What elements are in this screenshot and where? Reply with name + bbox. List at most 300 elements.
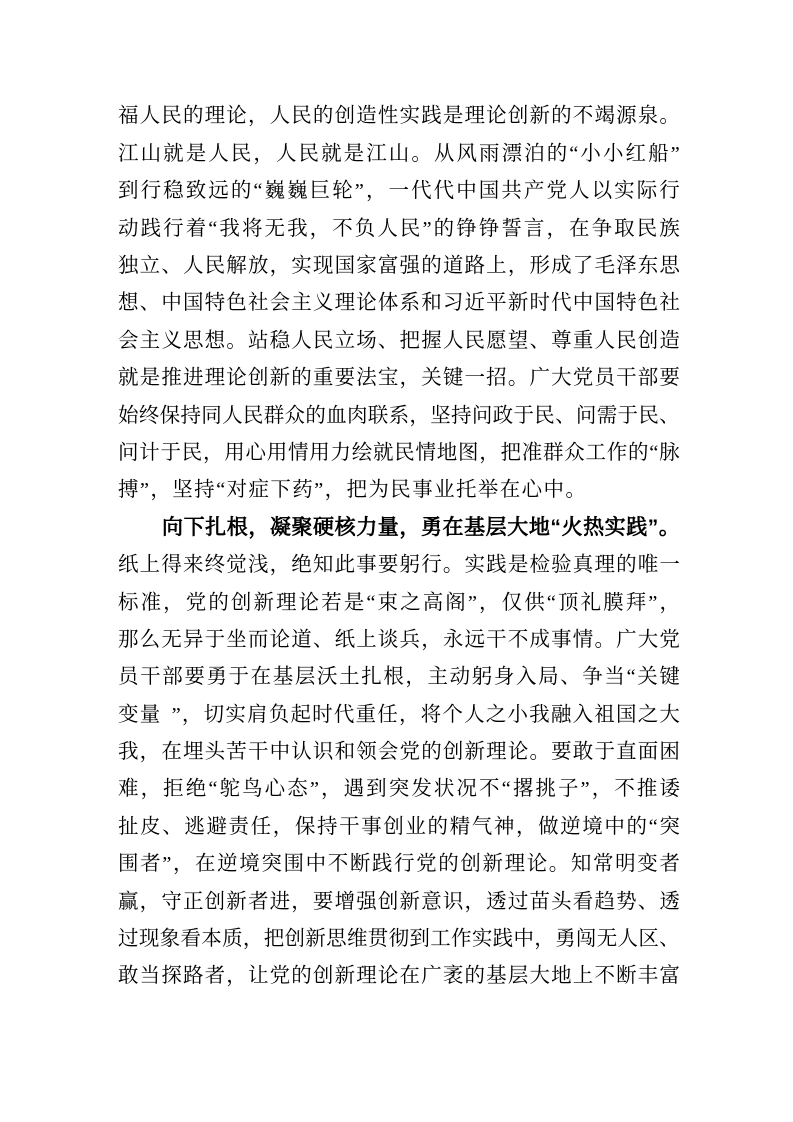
glyph: 束 xyxy=(377,591,399,614)
glyph: 人 xyxy=(139,105,161,128)
glyph: 。 xyxy=(226,329,247,352)
glyph: 者 xyxy=(247,890,269,913)
glyph: 沃 xyxy=(316,666,338,689)
glyph: 行 xyxy=(659,180,680,203)
glyph: 那 xyxy=(118,628,139,651)
glyph: 于 xyxy=(513,404,534,427)
glyph: 在 xyxy=(499,479,521,502)
glyph: 逆 xyxy=(217,853,238,876)
glyph: 围 xyxy=(283,853,304,876)
glyph: 雨 xyxy=(479,142,500,165)
glyph: 聚 xyxy=(291,516,313,540)
glyph: 责 xyxy=(228,815,250,838)
glyph: 部 xyxy=(637,367,659,390)
glyph: 把 xyxy=(399,329,421,352)
glyph: ， xyxy=(150,479,171,502)
glyph: 场 xyxy=(356,329,377,352)
glyph: 坐 xyxy=(226,628,247,651)
glyph: 理 xyxy=(204,367,226,390)
glyph: 气 xyxy=(471,815,493,838)
glyph: 不 xyxy=(614,778,635,801)
glyph: 祖 xyxy=(594,703,615,726)
glyph: 人 xyxy=(291,329,312,352)
glyph: 情 xyxy=(288,441,309,464)
glyph: 遇 xyxy=(343,778,365,801)
glyph: 用 xyxy=(266,441,288,464)
glyph: 尊 xyxy=(551,329,572,352)
glyph: 路 xyxy=(464,255,485,277)
glyph: 人 xyxy=(275,142,297,165)
glyph: 关 xyxy=(637,666,658,689)
glyph: 情 xyxy=(415,441,436,464)
glyph: 民 xyxy=(291,105,312,128)
glyph: 断 xyxy=(616,965,637,988)
glyph: 势 xyxy=(616,890,637,913)
glyph: ， xyxy=(247,105,269,128)
glyph: 敢 xyxy=(572,741,594,764)
glyph: 热 xyxy=(583,516,605,540)
glyph: 鸟 xyxy=(242,778,263,801)
glyph: 的 xyxy=(182,105,204,128)
glyph: 事 xyxy=(412,479,433,502)
glyph: 保 xyxy=(294,815,316,838)
glyph: 在 xyxy=(442,516,464,540)
glyph: 稳 xyxy=(163,180,184,203)
glyph: 大 xyxy=(551,367,572,390)
glyph: 象 xyxy=(159,928,181,951)
glyph: 凝 xyxy=(269,516,291,540)
glyph: 的 xyxy=(551,105,572,128)
glyph: 政 xyxy=(492,404,514,427)
glyph: 成 xyxy=(551,255,572,277)
glyph: 理 xyxy=(594,554,615,577)
glyph: 把 xyxy=(346,479,368,502)
glyph: ， xyxy=(365,180,387,203)
glyph: 习 xyxy=(442,292,464,315)
glyph: 到 xyxy=(118,180,139,203)
glyph: 义 xyxy=(312,292,334,315)
glyph: 望 xyxy=(507,329,529,352)
glyph: 鸵 xyxy=(219,778,240,801)
glyph: 新 xyxy=(482,853,503,876)
glyph: 员 xyxy=(118,666,139,689)
glyph: 顶 xyxy=(557,591,579,614)
glyph: 和 xyxy=(334,741,356,764)
glyph: 躬 xyxy=(399,554,421,577)
text-line xyxy=(118,285,680,322)
glyph: 、 xyxy=(637,890,659,913)
glyph: 的 xyxy=(464,965,485,988)
glyph: 准 xyxy=(140,591,162,614)
glyph: 要 xyxy=(184,666,205,689)
glyph: 人 xyxy=(182,255,204,277)
glyph: 核 xyxy=(334,516,356,540)
glyph: ， xyxy=(399,367,421,390)
glyph: 、 xyxy=(161,255,182,277)
glyph: 高 xyxy=(422,591,444,614)
glyph: 。 xyxy=(659,105,680,128)
glyph: 土 xyxy=(339,666,360,689)
glyph: ” xyxy=(580,778,590,801)
glyph: ， xyxy=(398,703,420,726)
text-line xyxy=(118,472,680,509)
glyph: 不 xyxy=(572,105,594,128)
glyph: 新 xyxy=(507,292,529,315)
glyph: 彻 xyxy=(388,928,410,951)
glyph: 群 xyxy=(263,404,285,427)
glyph: 困 xyxy=(659,741,680,764)
glyph: 系 xyxy=(388,404,410,427)
glyph: 漂 xyxy=(501,142,523,165)
glyph: 敢 xyxy=(118,965,139,988)
glyph: 层 xyxy=(507,965,529,988)
glyph: 身 xyxy=(493,666,515,689)
glyph: ， xyxy=(479,591,500,614)
glyph: 小 xyxy=(580,142,601,165)
glyph: ” xyxy=(309,778,319,801)
glyph: 知 xyxy=(312,554,334,577)
glyph: ， xyxy=(139,890,161,913)
glyph: 代 xyxy=(551,292,572,315)
glyph: ， xyxy=(309,217,331,240)
text-line xyxy=(118,135,680,172)
glyph: “ xyxy=(649,441,659,464)
glyph: 认 xyxy=(291,741,312,764)
glyph: 实 xyxy=(464,554,485,577)
glyph: 代 xyxy=(433,180,455,203)
glyph: 想 xyxy=(118,292,139,315)
glyph: 部 xyxy=(162,666,183,689)
glyph: 基 xyxy=(486,965,507,988)
glyph: 增 xyxy=(334,890,356,913)
glyph: 造 xyxy=(659,329,680,352)
glyph: 入 xyxy=(515,666,537,689)
glyph: 小 xyxy=(507,703,528,726)
glyph: 向 xyxy=(162,516,183,540)
glyph: 思 xyxy=(659,255,680,277)
glyph: 社 xyxy=(659,292,680,315)
glyph: 民 xyxy=(161,105,182,128)
glyph: 创 xyxy=(247,367,269,390)
glyph: 硬 xyxy=(313,516,335,540)
glyph: 会 xyxy=(118,329,139,352)
glyph: 形 xyxy=(529,255,550,277)
glyph: ， xyxy=(659,591,680,614)
glyph: 独 xyxy=(118,255,139,277)
glyph: 的 xyxy=(626,815,648,838)
glyph: 过 xyxy=(118,928,139,951)
glyph: 浅 xyxy=(247,554,269,577)
glyph: 践 xyxy=(371,853,393,876)
glyph: 。 xyxy=(507,367,529,390)
glyph: 新 xyxy=(529,105,550,128)
glyph: 情 xyxy=(572,628,594,651)
glyph: 一 xyxy=(659,554,680,577)
text-line xyxy=(118,397,680,434)
glyph: 创 xyxy=(377,890,399,913)
glyph: 进 xyxy=(182,367,204,390)
glyph: 识 xyxy=(442,890,464,913)
glyph: 言 xyxy=(523,217,545,240)
glyph: 唯 xyxy=(637,554,659,577)
glyph: 以 xyxy=(591,180,613,203)
glyph: 中 xyxy=(305,853,327,876)
glyph: 代 xyxy=(333,703,355,726)
glyph: 。 xyxy=(442,554,464,577)
glyph: 挑 xyxy=(535,778,556,801)
glyph: 看 xyxy=(572,890,594,913)
glyph: 量 xyxy=(139,703,161,726)
glyph: 根 xyxy=(383,666,404,689)
glyph: 民 xyxy=(638,404,659,427)
glyph: 断 xyxy=(349,853,371,876)
glyph: ， xyxy=(269,554,291,577)
glyph: 阁 xyxy=(445,591,466,614)
glyph: “ xyxy=(546,591,556,614)
glyph: 我 xyxy=(529,703,550,726)
glyph: 人 xyxy=(208,142,229,165)
glyph: 理 xyxy=(334,292,356,315)
glyph: 主 xyxy=(427,666,449,689)
glyph: 创 xyxy=(204,890,226,913)
glyph: 把 xyxy=(500,441,521,464)
glyph: 放 xyxy=(247,255,269,277)
glyph: 让 xyxy=(247,965,269,988)
glyph: 系 xyxy=(399,292,421,315)
glyph: 巨 xyxy=(309,180,331,203)
glyph: ” xyxy=(467,591,477,614)
glyph: 中 xyxy=(161,292,182,315)
glyph: 践 xyxy=(140,217,162,240)
glyph: 精 xyxy=(449,815,471,838)
glyph: 探 xyxy=(161,965,182,988)
glyph: 不 xyxy=(507,628,529,651)
glyph: 中 xyxy=(604,815,625,838)
glyph: 、 xyxy=(139,292,161,315)
glyph: 纸 xyxy=(334,628,356,651)
glyph: 新 xyxy=(334,965,356,988)
glyph: 产 xyxy=(523,180,545,203)
glyph: 守 xyxy=(161,890,182,913)
glyph: 此 xyxy=(334,554,356,577)
glyph: 巍 xyxy=(264,180,286,203)
glyph: 会 xyxy=(269,292,291,315)
glyph: 不 xyxy=(594,965,615,988)
glyph: 态 xyxy=(287,778,308,801)
glyph: “ xyxy=(253,180,263,203)
glyph: 竭 xyxy=(594,105,615,128)
glyph: 扎 xyxy=(361,666,382,689)
glyph: 民 xyxy=(204,255,226,277)
glyph: 福 xyxy=(118,105,139,128)
glyph: 干 xyxy=(140,666,161,689)
glyph: 众 xyxy=(564,441,585,464)
glyph: 闯 xyxy=(575,928,597,951)
glyph: “ xyxy=(550,516,561,540)
glyph: 动 xyxy=(449,666,471,689)
glyph: 搏 xyxy=(118,479,139,502)
glyph: 计 xyxy=(139,441,160,464)
glyph: 绝 xyxy=(185,778,207,801)
glyph: 问 xyxy=(575,404,597,427)
glyph: 众 xyxy=(284,404,305,427)
glyph: 创 xyxy=(383,815,404,838)
glyph: 个 xyxy=(442,703,463,726)
glyph: 主 xyxy=(139,329,161,352)
glyph: 不 xyxy=(327,853,349,876)
glyph: 在 xyxy=(161,741,182,764)
glyph: 创 xyxy=(460,853,481,876)
glyph: 到 xyxy=(366,778,387,801)
glyph: 大 xyxy=(529,965,550,988)
glyph: 论 xyxy=(486,105,507,128)
glyph: 避 xyxy=(206,815,227,838)
glyph: 正 xyxy=(182,890,204,913)
glyph: 撂 xyxy=(512,778,534,801)
glyph: 持 xyxy=(194,479,215,502)
glyph: 融 xyxy=(550,703,572,726)
glyph: 要 xyxy=(312,890,334,913)
glyph: 兵 xyxy=(399,628,421,651)
glyph: 而 xyxy=(247,628,269,651)
text-line xyxy=(118,248,680,285)
glyph: 将 xyxy=(241,217,263,240)
text-line xyxy=(118,547,680,584)
glyph: ， xyxy=(507,255,529,277)
glyph: 新 xyxy=(305,928,326,951)
glyph: 心 xyxy=(264,778,286,801)
glyph: 愿 xyxy=(486,329,507,352)
glyph: 是 xyxy=(442,105,464,128)
glyph: 常 xyxy=(593,853,614,876)
glyph: 富 xyxy=(659,965,680,988)
glyph: 推 xyxy=(161,367,182,390)
glyph: 图 xyxy=(458,441,479,464)
glyph: 之 xyxy=(637,703,659,726)
glyph: 上 xyxy=(139,554,161,577)
glyph: 干 xyxy=(616,367,637,390)
glyph: 人 xyxy=(269,105,291,128)
glyph: 创 xyxy=(334,105,356,128)
glyph: 勇 xyxy=(420,516,442,540)
glyph: 入 xyxy=(572,703,594,726)
glyph: 道 xyxy=(291,628,312,651)
glyph: 透 xyxy=(659,890,680,913)
glyph: 大 xyxy=(507,516,529,540)
glyph: 争 xyxy=(582,666,603,689)
glyph: 代 xyxy=(411,180,432,203)
glyph: 强 xyxy=(356,890,377,913)
glyph: ， xyxy=(405,666,426,689)
glyph: 勇 xyxy=(206,666,227,689)
glyph: 准 xyxy=(521,441,543,464)
glyph: 广 xyxy=(616,628,637,651)
glyph: 真 xyxy=(572,554,594,577)
glyph: 远 xyxy=(208,180,229,203)
glyph: 的 xyxy=(421,255,442,277)
glyph: 誓 xyxy=(501,217,522,240)
glyph: 巍 xyxy=(287,180,308,203)
glyph: 是 xyxy=(343,142,365,165)
glyph: 谈 xyxy=(377,628,399,651)
glyph: 供 xyxy=(524,591,545,614)
glyph: 轮 xyxy=(332,180,353,203)
glyph: “ xyxy=(366,591,376,614)
glyph: 的 xyxy=(433,217,455,240)
glyph: ， xyxy=(181,703,203,726)
glyph: 心 xyxy=(245,441,266,464)
glyph: 民 xyxy=(394,441,415,464)
text-line xyxy=(118,360,680,397)
glyph: 领 xyxy=(356,741,377,764)
glyph: 人 xyxy=(569,180,590,203)
glyph: 丰 xyxy=(637,965,659,988)
glyph: 民 xyxy=(399,217,421,240)
glyph: 是 xyxy=(507,554,529,577)
glyph: 党 xyxy=(546,180,567,203)
glyph: ， xyxy=(321,778,342,801)
glyph: 联 xyxy=(367,404,389,427)
glyph: 新 xyxy=(464,741,485,764)
glyph: 色 xyxy=(226,292,247,315)
glyph: 和 xyxy=(421,292,442,315)
glyph: 事 xyxy=(551,628,572,651)
glyph: ， xyxy=(291,890,312,913)
text-line xyxy=(118,659,680,696)
glyph: 国 xyxy=(182,292,204,315)
glyph: 实 xyxy=(225,703,246,726)
glyph: 区 xyxy=(638,928,659,951)
glyph: 泉 xyxy=(637,105,659,128)
glyph: 负 xyxy=(354,217,376,240)
glyph: 么 xyxy=(139,628,161,651)
glyph: 中 xyxy=(543,479,565,502)
glyph: 理 xyxy=(356,965,377,988)
glyph: 贯 xyxy=(367,928,389,951)
glyph: 就 xyxy=(163,142,184,165)
glyph: 纸 xyxy=(118,554,139,577)
glyph: 若 xyxy=(321,591,342,614)
glyph: 起 xyxy=(290,703,311,726)
glyph: 作 xyxy=(451,928,472,951)
glyph: 扎 xyxy=(205,516,227,540)
glyph: 、 xyxy=(529,329,550,352)
glyph xyxy=(161,705,170,726)
glyph: 重 xyxy=(572,329,594,352)
glyph: 之 xyxy=(400,591,421,614)
glyph: ， xyxy=(591,778,613,801)
glyph: 识 xyxy=(312,741,334,764)
glyph: 站 xyxy=(247,329,269,352)
glyph: ， xyxy=(140,778,162,801)
glyph: 人 xyxy=(464,703,485,726)
glyph: 民 xyxy=(636,217,658,240)
text-line xyxy=(118,771,680,808)
glyph: 托 xyxy=(455,479,477,502)
glyph: 的 xyxy=(427,815,449,838)
glyph: 民 xyxy=(312,329,334,352)
glyph: 立 xyxy=(334,329,356,352)
glyph: 致 xyxy=(185,180,207,203)
glyph: ” xyxy=(647,516,659,540)
glyph: 在 xyxy=(250,666,272,689)
glyph: 知 xyxy=(570,853,592,876)
glyph: 就 xyxy=(118,367,139,390)
glyph: 在 xyxy=(569,217,590,240)
glyph: 民 xyxy=(390,479,411,502)
glyph: 作 xyxy=(606,441,628,464)
glyph: ， xyxy=(248,516,270,540)
